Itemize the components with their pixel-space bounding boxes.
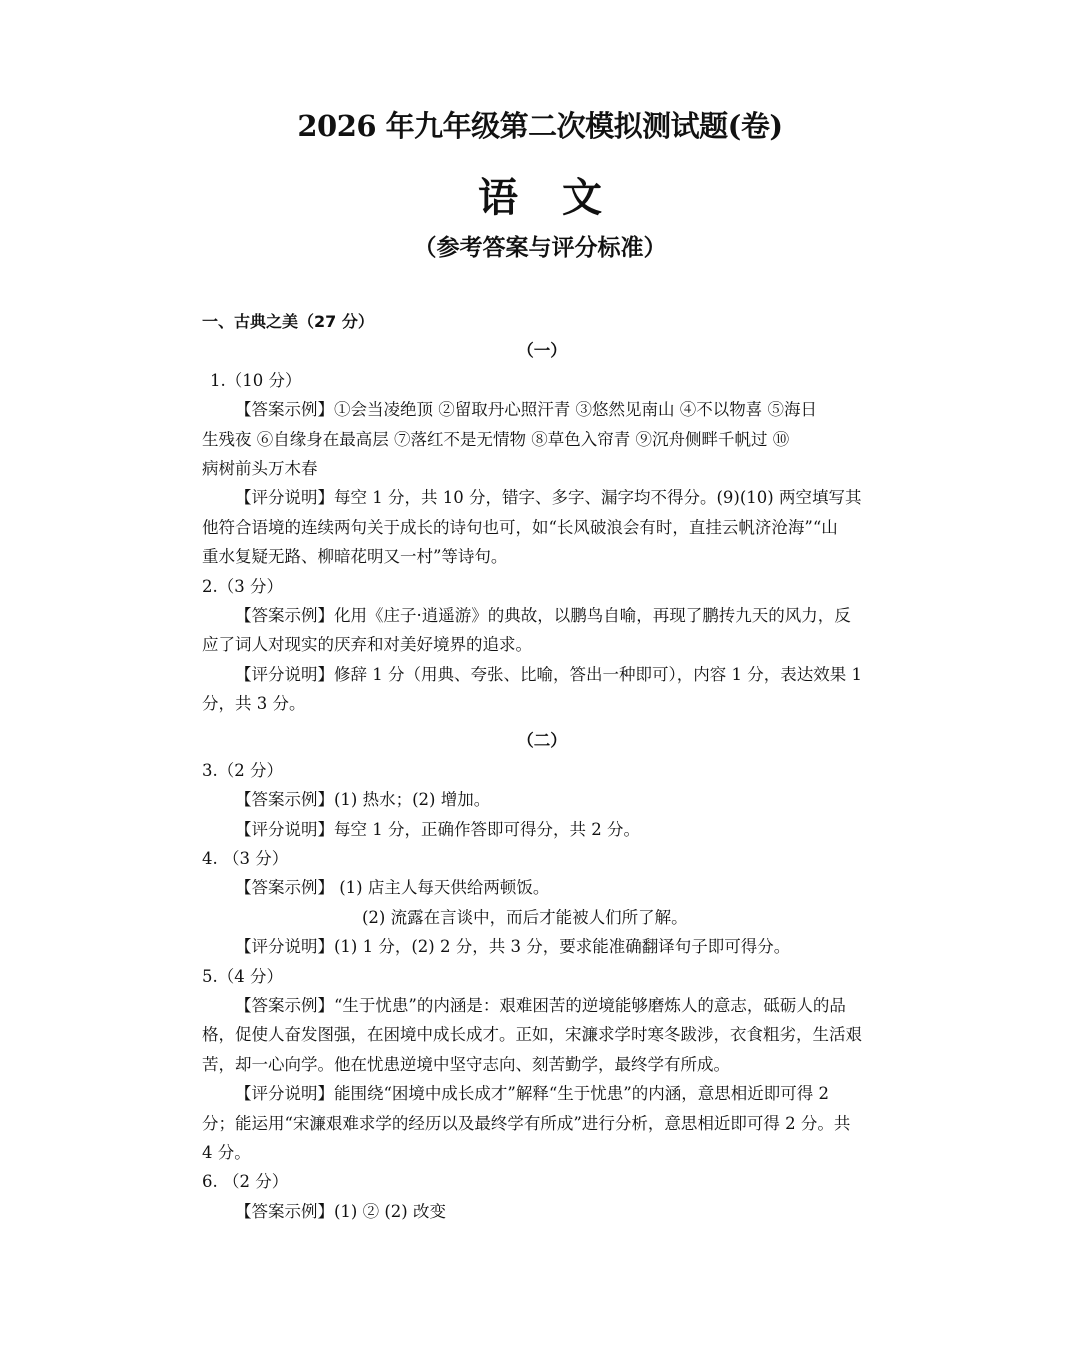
scoring-line: 【评分说明】每空 1 分，共 10 分，错字、多字、漏字均不得分。(9)(10) 两空填写其 (235, 488, 862, 508)
question-number: 2.（3 分） (202, 576, 283, 596)
document-subtitle: （参考答案与评分标准） (413, 234, 667, 261)
answer-content (202, 307, 882, 1226)
scoring-line: 【评分说明】每空 1 分，正确作答即可得分，共 2 分。 (235, 819, 640, 839)
scoring-line: 分；能运用“宋濂艰难求学的经历以及最终学有所成”进行分析，意思相近即可得 2 分。共 (202, 1113, 851, 1133)
subsection-heading: （二） (517, 731, 567, 751)
answer-line: 苦，却一心向学。他在忧患逆境中坚守志向、刻苦勤学，最终学有所成。 (202, 1054, 730, 1074)
question-number: 1.（10 分） (210, 370, 302, 390)
exam-title: 2026 年九年级第二次模拟测试题(卷) (297, 109, 783, 143)
spacer (202, 718, 882, 726)
subsection-heading: （一） (517, 341, 567, 361)
question-number: 5.（4 分） (202, 966, 283, 986)
scoring-line: 重水复疑无路、柳暗花明又一村”等诗句。 (202, 547, 508, 567)
answer-line: 【答案示例】化用《庄子·逍遥游》的典故，以鹏鸟自喻，再现了鹏抟九天的风力，反 (235, 605, 851, 625)
answer-line: 【答案示例】“生于忧患”的内涵是：艰难困苦的逆境能够磨炼人的意志，砥砺人的品 (235, 995, 846, 1015)
question-number: 4. （3 分） (202, 849, 289, 869)
section-title: 一、古典之美（27 分） (202, 312, 374, 331)
answer-line: 【答案示例】 (1) 店主人每天供给两顿饭。 (235, 878, 550, 898)
answer-line: 病树前头万木春 (202, 458, 318, 478)
answer-line: 【答案示例】①会当凌绝顶 ②留取丹心照汗青 ③悠然见南山 ④不以物喜 ⑤海日 (235, 400, 817, 420)
question-number: 6. （2 分） (202, 1172, 289, 1192)
scoring-line: 他符合语境的连续两句关于成长的诗句也可，如“长风破浪会有时，直挂云帆济沧海”“山 (202, 517, 838, 537)
answer-line: 格，促使人奋发图强，在困境中成长成才。正如，宋濂求学时寒冬跋涉，衣食粗劣，生活艰 (202, 1025, 862, 1045)
scoring-line: 【评分说明】修辞 1 分（用典、夸张、比喻，答出一种即可），内容 1 分，表达效果 1 (235, 664, 862, 684)
answer-line: 生残夜 ⑥自缘身在最高层 ⑦落红不是无情物 ⑧草色入帘青 ⑨沉舟侧畔千帆过 ⑩ (202, 429, 790, 449)
scoring-line: 【评分说明】(1) 1 分，(2) 2 分，共 3 分，要求能准确翻译句子即可得分。 (235, 937, 791, 957)
question-number: 3.（2 分） (202, 760, 283, 780)
scoring-line: 【评分说明】能围绕“困境中成长成才”解释“生于忧患”的内涵，意思相近即可得 2 (235, 1084, 829, 1104)
answer-line: 【答案示例】(1) ② (2) 改变 (235, 1201, 446, 1221)
answer-line: (2) 流露在言谈中，而后才能被人们所了解。 (362, 907, 688, 927)
answer-line: 应了词人对现实的厌弃和对美好境界的追求。 (202, 635, 532, 655)
answer-line: 【答案示例】(1) 热水；(2) 增加。 (235, 790, 491, 810)
scoring-line: 分，共 3 分。 (202, 694, 306, 714)
scoring-line: 4 分。 (202, 1142, 251, 1162)
subject-title: 语 文 (478, 174, 602, 221)
